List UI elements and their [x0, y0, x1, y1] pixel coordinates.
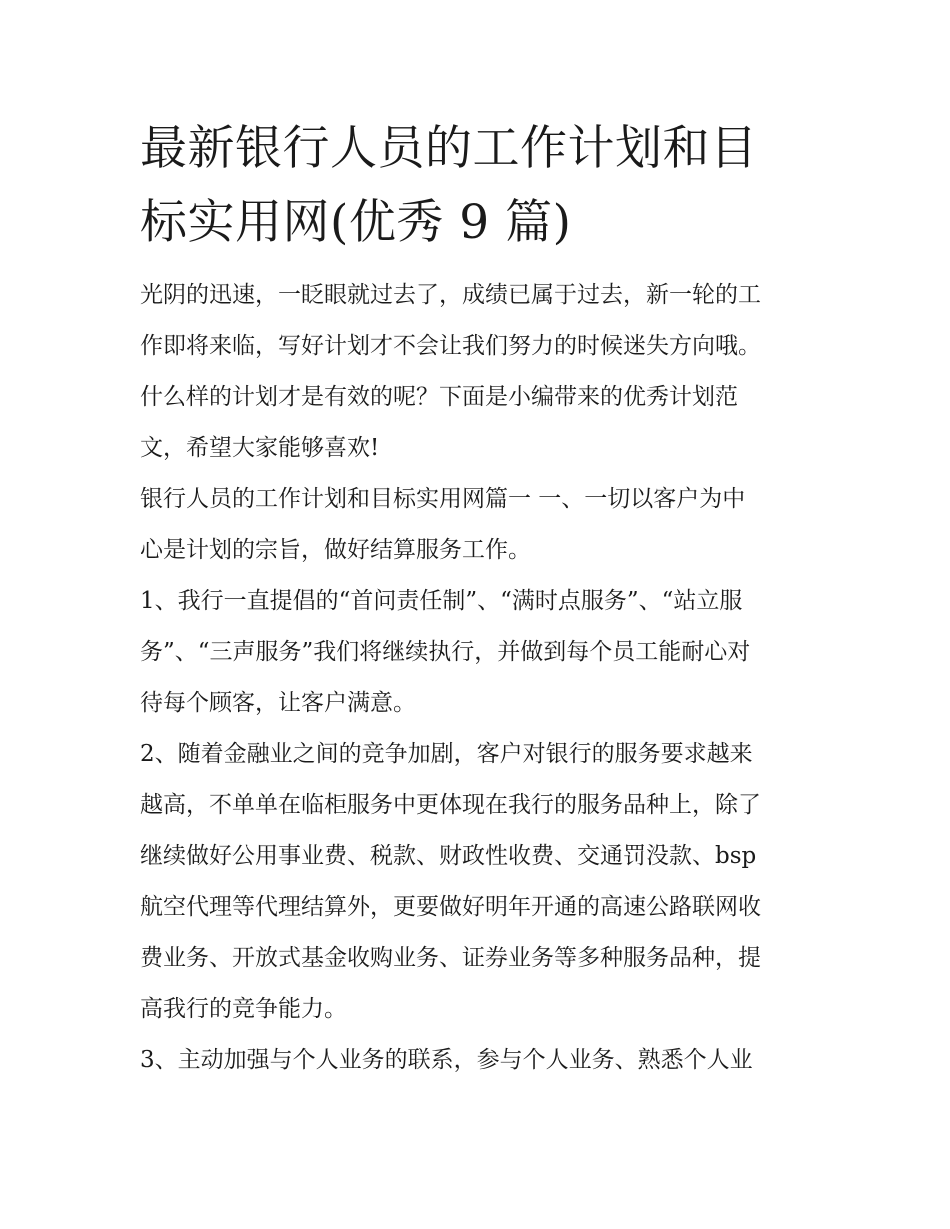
text-line: 费业务、开放式基金收购业务、证券业务等多种服务品种，提	[140, 945, 761, 971]
title-line: 标实用网(优秀 9 篇)	[140, 195, 572, 250]
text-line: 心是计划的宗旨，做好结算服务工作。	[140, 537, 531, 563]
text-line: 银行人员的工作计划和目标实用网篇一 一、一切以客户为中	[140, 486, 746, 512]
paragraph-item-1	[140, 576, 820, 729]
text-line: 1、我行一直提倡的“首问责任制”、“满时点服务”、“站立服	[140, 588, 743, 614]
document-title	[140, 112, 820, 260]
paragraph-section-heading	[140, 474, 820, 576]
text-line: 高我行的竞争能力。	[140, 996, 347, 1022]
text-line: 光阴的迅速，一眨眼就过去了，成绩已属于过去，新一轮的工	[140, 282, 761, 308]
text-line: 继续做好公用事业费、税款、财政性收费、交通罚没款、bsp	[140, 843, 757, 869]
text-line: 务”、“三声服务”我们将继续执行，并做到每个员工能耐心对	[140, 639, 751, 665]
text-line: 3、主动加强与个人业务的联系，参与个人业务、熟悉个人业	[140, 1047, 753, 1073]
text-line: 文，希望大家能够喜欢!	[140, 435, 380, 461]
text-line: 航空代理等代理结算外，更要做好明年开通的高速公路联网收	[140, 894, 761, 920]
text-line: 什么样的计划才是有效的呢？下面是小编带来的优秀计划范	[140, 384, 738, 410]
title-line: 最新银行人员的工作计划和目	[140, 121, 758, 176]
paragraph-item-2	[140, 729, 820, 1035]
text-line: 越高，不单单在临柜服务中更体现在我行的服务品种上，除了	[140, 792, 761, 818]
paragraph-item-3	[140, 1035, 820, 1086]
document-page	[140, 112, 820, 1086]
paragraph-intro	[140, 270, 820, 474]
text-line: 2、随着金融业之间的竞争加剧，客户对银行的服务要求越来	[140, 741, 753, 767]
text-line: 待每个顾客，让客户满意。	[140, 690, 416, 716]
text-line: 作即将来临，写好计划才不会让我们努力的时候迷失方向哦。	[140, 333, 761, 359]
